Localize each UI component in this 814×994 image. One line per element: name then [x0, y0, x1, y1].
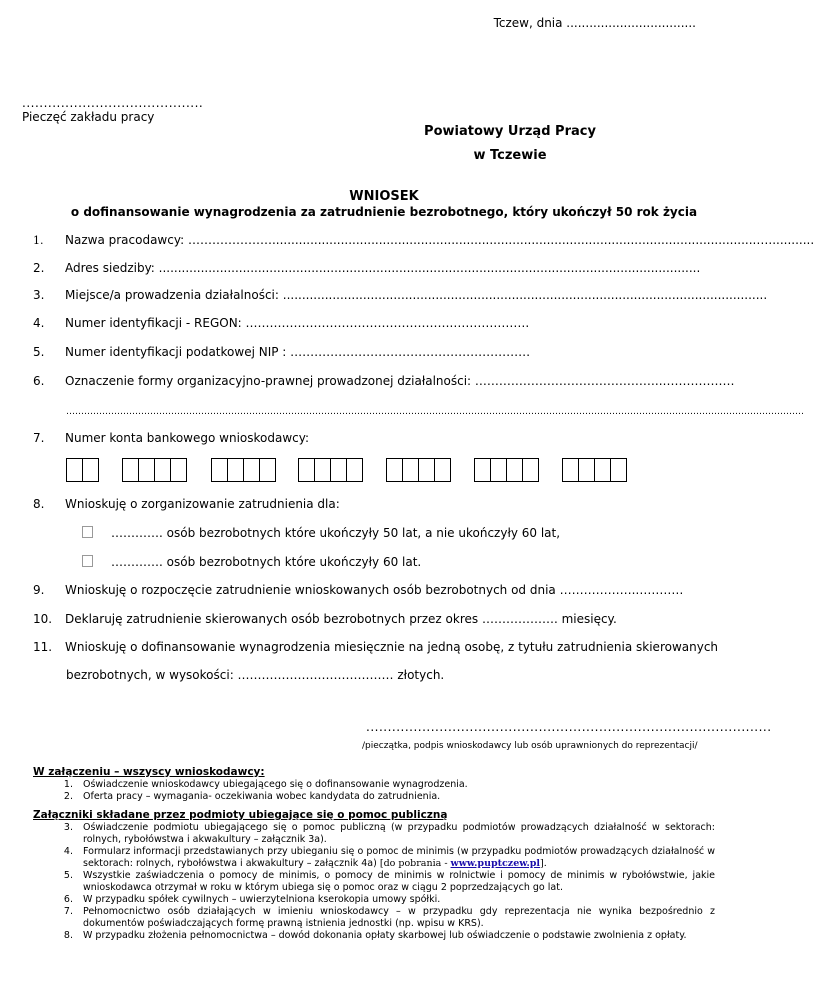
item-number: 6. [33, 374, 45, 388]
checkbox-label: …………. osób bezrobotnych które ukończyły 50 lat, a nie ukończyły 60 lat, [111, 526, 561, 540]
field-monthly-subsidy [33, 640, 718, 654]
item-label: Nazwa pracodawcy: [65, 233, 188, 247]
field-address [33, 261, 700, 275]
item-number: 2. [33, 261, 45, 275]
checkbox[interactable] [82, 555, 93, 567]
stamp-label: Pieczęć zakładu pracy [22, 110, 155, 124]
legal-form-continuation[interactable]: ………………………………………………………………………………………………………………………………………………………………………………………………………………………… [66, 407, 804, 417]
field-start-date [33, 583, 683, 597]
field-nip [33, 345, 530, 359]
stamp-dots: .......................................... [22, 96, 204, 110]
item-label: Wnioskuję o zorganizowanie zatrudnienia dla: [65, 497, 340, 511]
item-label: Adres siedziby: [65, 261, 159, 275]
account-box-group[interactable] [298, 458, 363, 482]
field-legal-form [33, 374, 735, 388]
checkbox-option-60[interactable] [82, 555, 421, 569]
field-bank-account [33, 431, 309, 445]
attachments-all-heading: W załączeniu – wszyscy wnioskodawcy: [33, 766, 265, 778]
signature-dots[interactable]: .............................................................................................. [366, 720, 772, 734]
account-box-group[interactable] [386, 458, 451, 482]
attachments-all-list [55, 779, 715, 803]
item-number: 4. [33, 316, 45, 330]
item-label: Wnioskuję o rozpoczęcie zatrudnienie wnioskowanych osób bezrobotnych od dnia ……………….………… [65, 583, 684, 597]
item-number: 9. [33, 583, 45, 597]
office-name: Powiatowy Urząd Pracy [424, 124, 596, 139]
item-label: Deklaruję zatrudnienie skierowanych osób bezrobotnych przez okres ………………. miesięcy. [65, 612, 617, 626]
document-subtitle: o dofinansowanie wynagrodzenia za zatrudnienie bezrobotnego, który ukończył 50 rok życia [70, 205, 698, 219]
signature-label: /pieczątka, podpis wnioskodawcy lub osób uprawnionych do reprezentacji/ [362, 741, 698, 751]
field-regon [33, 316, 529, 330]
fill-dots[interactable]: ............................................................................................................................... [282, 288, 768, 302]
fill-dots[interactable]: …………………...............................................................................................................................…............ [187, 233, 814, 247]
item-label: Numer identyfikacji podatkowej NIP : [65, 345, 291, 359]
item-number: 10. [33, 612, 53, 626]
office-city: w Tczewie [473, 148, 547, 163]
attachment-item: 5. Wszystkie zaświadczenia o pomocy de minimis, o pomocy de minimis w rolnictwie i pomocy de minimis w rybołówstwie, jakie wnioskodawca otrzymał w roku w którym ubiega się o pomoc oraz w ciągu 2 poprzedzających go lat. [63, 870, 715, 893]
subsidy-amount-line[interactable]: bezrobotnych, w wysokości: ………………………………… złotych. [66, 668, 445, 682]
account-box-group[interactable] [562, 458, 627, 482]
date-line: Tczew, dnia .................................. [493, 16, 696, 30]
attachment-item: 7. Pełnomocnictwo osób działających w imieniu wnioskodawcy – w przypadku gdy reprezentacja nie wynika bezpośrednio z dokumentów poświadczających formę prawną istnienia jednostki (np. wpisu w KRS). [63, 906, 715, 929]
attachment-item: 4. Formularz informacji przedstawianych przy ubieganiu się o pomoc de minimis (w przypadku podmiotów prowadzących działalność w sektorach: rolnych, rybołówstwa i akwakultury – załącznik 4a) [do pobrania - www.puptczew.pl]. [63, 846, 715, 869]
fill-dots[interactable]: .............................................................................................................................................. [158, 261, 701, 275]
item-number: 5. [33, 345, 45, 359]
document-title: WNIOSEK [349, 189, 419, 204]
account-box-group[interactable] [66, 458, 99, 482]
website-link[interactable]: www.puptczew.pl [450, 858, 541, 869]
checkbox-label: …………. osób bezrobotnych które ukończyły 60 lat. [111, 555, 422, 569]
item-number: 8. [33, 497, 45, 511]
item-number: 11. [33, 640, 53, 654]
item-number: 3. [33, 288, 45, 302]
field-business-location [33, 288, 767, 302]
attachment-item: 1. Oświadczenie wnioskodawcy ubiegającego się o dofinansowanie wynagrodzenia. [63, 779, 468, 790]
fill-dots[interactable]: …………………………………………….………………. [245, 316, 530, 330]
account-box-group[interactable] [122, 458, 187, 482]
fill-dots[interactable]: ………………………………………..……………… [474, 374, 735, 388]
attachments-aid-heading: Załączniki składane przez podmioty ubiegające się o pomoc publiczną [33, 809, 448, 821]
account-box-group[interactable] [211, 458, 276, 482]
item-label: Numer identyfikacji - REGON: [65, 316, 246, 330]
item-label: Miejsce/a prowadzenia działalności: [65, 288, 283, 302]
field-employer-name [33, 233, 814, 247]
field-employment-period [33, 612, 617, 626]
attachment-item: 8. W przypadku złożenia pełnomocnictwa – dowód dokonania opłaty skarbowej lub oświadczenie o podstawie zwolnienia z opłaty. [63, 930, 687, 941]
attachment-item: 2. Oferta pracy – wymagania- oczekiwania wobec kandydata do zatrudnienia. [63, 791, 441, 802]
item-label: Wnioskuję o dofinansowanie wynagrodzenia miesięcznie na jedną osobę, z tytułu zatrudnienia skierowanych [65, 640, 719, 654]
checkbox[interactable] [82, 526, 93, 538]
item-number: 1. [33, 234, 44, 247]
attachments-aid-list [55, 822, 715, 942]
account-box-group[interactable] [474, 458, 539, 482]
attachment-item: 6. W przypadku spółek cywilnych – uwierzytelniona kserokopia umowy spółki. [63, 894, 441, 905]
field-employment-request [33, 497, 340, 511]
item-label: Oznaczenie formy organizacyjno-prawnej prowadzonej działalności: [65, 374, 475, 388]
checkbox-option-50-60[interactable] [82, 526, 560, 540]
item-number: 7. [33, 431, 45, 445]
fill-dots[interactable]: …………………………………………………… [290, 345, 531, 359]
attachment-item: 3. Oświadczenie podmiotu ubiegającego się o pomoc publiczną (w przypadku podmiotów prowadzących działalność w sektorach: rolnych, rybołówstwa i akwakultury – załącznik 3a). [63, 822, 715, 845]
item-label: Numer konta bankowego wnioskodawcy: [65, 431, 310, 445]
